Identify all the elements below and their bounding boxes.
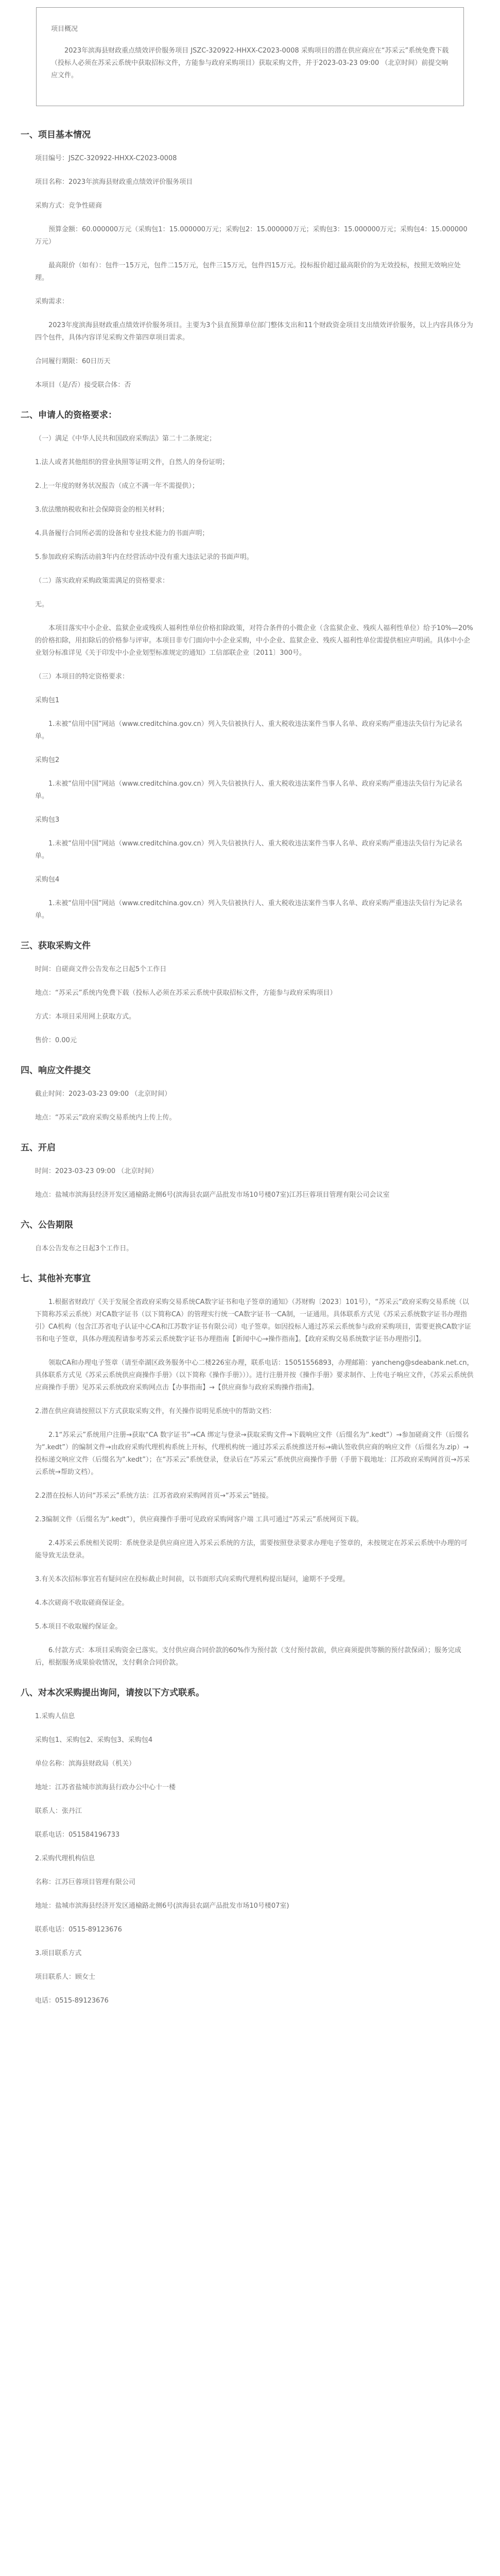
section-paragraph: 3.项目联系方式 — [35, 1950, 82, 1957]
section-paragraph: 采购包1 — [35, 697, 60, 704]
section-7 — [21, 1273, 474, 1669]
section-heading: 六、公告期限 — [21, 1220, 73, 1230]
section-paragraph: 电话：0515-89123676 — [35, 1997, 109, 2005]
section-heading: 八、对本次采购提出询问，请按以下方式联系。 — [21, 1688, 204, 1698]
section-paragraph: 4.本次磋商不收取磋商保证金。 — [35, 1599, 129, 1607]
section-paragraph: 时间：2023-03-23 09:00 （北京时间） — [35, 1167, 158, 1175]
project-overview-box — [36, 7, 464, 106]
announcement-body — [21, 129, 474, 2025]
section-paragraph: 1.采购人信息 — [35, 1713, 75, 1720]
section-paragraph: 合同履行期限：60日历天 — [35, 358, 111, 365]
section-5 — [21, 1142, 474, 1201]
section-paragraph: 2.1“苏采云”系统用户注册→获取“CA 数字证书”→CA 绑定与登录→获取采购文件→下载响应文件（后缀名为“.kedt”）→参加磋商文件（后缀名为“.kedt”）的编制文件→由政府采购代理机构系统上开标，代理机构统一通过苏采云系统推送开标→确认签收供应商的响应文件（后缀名为.zip）→投标递交响应文件（后缀名为“.kedt”）；在“苏采云”系统登录，登录后在“苏采云”系统供应商操作手册（手册下载地址：江苏政府采购网首页→苏采云系统→帮助文档）。 — [35, 1431, 470, 1476]
section-paragraph: 采购包2 — [35, 756, 60, 764]
section-paragraph: 联系电话：051584196733 — [35, 1831, 120, 1839]
section-heading: 五、开启 — [21, 1143, 56, 1153]
section-heading: 二、申请人的资格要求： — [21, 410, 117, 420]
section-heading: 三、获取采购文件 — [21, 941, 91, 951]
section-heading: 七、其他补充事宜 — [21, 1274, 91, 1284]
section-paragraph: 本项目落实中小企业、监狱企业或残疾人福利性单位价格扣除政策，对符合条件的小微企业（含监狱企业、残疾人福利性单位）给予10%—20%的价格扣除，用扣除后的价格参与评审。本项目非专门面向中小企业采购，中小企业、监狱企业、残疾人福利性单位需提供相应声明函。具体中小企业划分标准详见《关于印发中小企业划型标准规定的通知》工信部联企业〔2011〕300号。 — [35, 624, 473, 657]
section-paragraph: 采购包4 — [35, 876, 60, 884]
section-heading: 一、项目基本情况 — [21, 130, 91, 140]
section-paragraph: 截止时间：2023-03-23 09:00 （北京时间） — [35, 1090, 171, 1098]
section-paragraph: 2.2潜在投标人访问“苏采云”系统方法：江苏省政府采购网首页→“苏采云”链接。 — [35, 1492, 273, 1500]
section-paragraph: 领取CA和办理电子签章（请至牵湖区政务服务中心二楼226室办理，联系电话：15051556893，办理邮箱：yancheng@sdeabank.net.cn，具体联系方式见《苏采云系统供应商操作手册》（以下简称《操作手册》））。进行注册并按《操作手册》要求制作、上传电子响应文件，《苏采云系统供应商操作手册》见苏采云系统政府采购网点击【办事指南】→【供应商参与政府采购操作指南】。 — [35, 1359, 474, 1392]
section-paragraph: 1.未被“信用中国”网站（www.creditchina.gov.cn）列入失信被执行人、重大税收违法案件当事人名单、政府采购严重违法失信行为记录名单。 — [35, 780, 462, 800]
section-paragraph: 地点：“苏采云”政府采购交易系统内上传上传。 — [35, 1114, 176, 1122]
section-paragraph: 采购包1、采购包2、采购包3、采购包4 — [35, 1736, 153, 1744]
section-paragraph: 5.本项目不收取履约保证金。 — [35, 1623, 122, 1631]
section-paragraph: 项目编号：JSZC-320922-HHXX-C2023-0008 — [35, 155, 177, 162]
overview-title: 项目概况 — [51, 25, 78, 33]
section-paragraph: 本项目（是/否）接受联合体：否 — [35, 381, 131, 389]
section-2 — [21, 409, 474, 922]
section-paragraph: 时间：自磋商文件公告发布之日起5个工作日 — [35, 965, 167, 973]
section-paragraph: （一）满足《中华人民共和国政府采购法》第二十二条规定； — [35, 435, 216, 443]
section-paragraph: 名称：江苏巨蓉项目管理有限公司 — [35, 1878, 136, 1886]
section-paragraph: 自本公告发布之日起3个工作日。 — [35, 1245, 133, 1252]
section-paragraph: 1.法人或者其他组织的营业执照等证明文件，自然人的身份证明； — [35, 459, 229, 466]
section-paragraph: 预算金额：60.000000万元（采购包1：15.000000万元；采购包2：15.000000万元；采购包3：15.000000万元；采购包4：15.000000万元） — [35, 226, 468, 246]
section-paragraph: 2.上一年度的财务状况报告（成立不满一年不需提供）； — [35, 482, 199, 490]
section-4 — [21, 1064, 474, 1124]
section-paragraph: 地点：“苏采云”系统内免费下载（投标人必须在苏采云系统中获取招标文件，方能参与政府采购项目） — [35, 989, 337, 997]
section-3 — [21, 940, 474, 1047]
section-paragraph: （三）本项目的特定资格要求： — [35, 673, 129, 681]
section-paragraph: 最高限价（如有）：包件一15万元，包件二15万元，包件三15万元，包件四15万元。投标报价超过最高限价的为无效投标，按照无效响应处理。 — [35, 262, 461, 282]
section-6 — [21, 1219, 474, 1255]
section-paragraph: 1.未被“信用中国”网站（www.creditchina.gov.cn）列入失信被执行人、重大税收违法案件当事人名单、政府采购严重违法失信行为记录名单。 — [35, 900, 462, 920]
section-paragraph: 联系人：张丹江 — [35, 1807, 82, 1815]
section-paragraph: 地址：盐城市滨海县经济开发区通榆路北侧6号(滨海县农副产品批发市场10号楼07室) — [35, 1902, 289, 1910]
section-paragraph: 5.参加政府采购活动前3年内在经营活动中没有重大违法记录的书面声明。 — [35, 553, 253, 561]
section-paragraph: 2.3编制文件（后缀名为“.kedt”），供应商操作手册可见政府采购网客户端 工具可通过“苏采云”系统网页下载。 — [35, 1516, 363, 1523]
section-paragraph: 售价：0.00元 — [35, 1037, 77, 1044]
section-paragraph: 2.4苏采云系统相关说明：系统登录是供应商应进入苏采云系统的方法，需要按照登录要求办理电子签章的，未按规定在苏采云系统中办理的可能导致无法登录。 — [35, 1539, 468, 1560]
section-paragraph: 地址：江苏省盐城市滨海县行政办公中心十一楼 — [35, 1784, 176, 1791]
section-paragraph: 1.根据省财政厅《关于发展全省政府采购交易系统CA数字证书和电子签章的通知》（苏财购〔2023〕101号），“苏采云”政府采购交易系统（以下简称苏采云系统）对CA数字证书（以下简称CA）的管理实行统一CA数字证书一CA制，一证通用。具体联系方式见《苏采云系统数字证书办理指引》CA机构（包含江苏省电子认证中心CA和江苏数字证书有限公司）电子签章。如因投标人通过苏采云系统参与政府采购项目，需要更换CA数字证书和电子签章，具体办理流程请参考苏采云系统数字证书办理指南【新闻中心→操作指南】。【政府采购交易系统数字证书办理指引】。 — [35, 1298, 471, 1343]
section-paragraph: （二）落实政府采购政策需满足的资格要求： — [35, 577, 169, 585]
section-paragraph: 1.未被“信用中国”网站（www.creditchina.gov.cn）列入失信被执行人、重大税收违法案件当事人名单、政府采购严重违法失信行为记录名单。 — [35, 840, 462, 860]
section-paragraph: 2023年度滨海县财政重点绩效评价服务项目。主要为3个县直预算单位部门整体支出和11个财政资金项目支出绩效评价服务，以上内容具体分为四个包件，具体内容详见采购文件第四章项目需求。 — [35, 321, 473, 342]
section-paragraph: 2.潜在供应商请按照以下方式获取采购文件，有关操作说明见系统中的帮助文档： — [35, 1408, 276, 1415]
section-8 — [21, 1687, 474, 2007]
section-paragraph: 3.依法缴纳税收和社会保障资金的相关材料； — [35, 506, 169, 514]
section-paragraph: 3.有关本次招标事宜若有疑问应在投标截止时间前，以书面形式向采购代理机构提出疑问，逾期不予受理。 — [35, 1575, 350, 1583]
section-paragraph: 方式：本项目采用网上获取方式。 — [35, 1013, 136, 1021]
section-paragraph: 1.未被“信用中国”网站（www.creditchina.gov.cn）列入失信被执行人、重大税收违法案件当事人名单、政府采购严重违法失信行为记录名单。 — [35, 720, 462, 740]
section-paragraph: 项目联系人：顾女士 — [35, 1973, 96, 1981]
section-paragraph: 项目名称：2023年滨海县财政重点绩效评价服务项目 — [35, 178, 193, 186]
section-paragraph: 单位名称：滨海县财政局（机关） — [35, 1760, 136, 1768]
section-paragraph: 无。 — [35, 601, 49, 608]
section-1 — [21, 129, 474, 392]
section-paragraph: 采购包3 — [35, 816, 60, 824]
section-paragraph: 2.采购代理机构信息 — [35, 1855, 95, 1862]
section-paragraph: 地点：盐城市滨海县经济开发区通榆路北侧6号(滨海县农副产品批发市场10号楼07室)江苏巨蓉项目管理有限公司会议室 — [35, 1191, 390, 1199]
section-heading: 四、响应文件提交 — [21, 1065, 91, 1076]
section-paragraph: 采购方式：竞争性磋商 — [35, 202, 102, 210]
overview-text: 2023年滨海县财政重点绩效评价服务项目 JSZC-320922-HHXX-C2023-0008 采购项目的潜在供应商应在“苏采云”系统免费下载（投标人必须在苏采云系统中获取招标文件，方能参与政府采购项目）获取采购文件，并于2023-03-23 09:00 （北京时间）前提交响应文件。 — [51, 47, 449, 79]
section-paragraph: 联系电话：0515-89123676 — [35, 1926, 122, 1934]
section-paragraph: 4.具备履行合同所必需的设备和专业技术能力的书面声明； — [35, 530, 209, 537]
section-paragraph: 6.付款方式：本项目采购资金已落实。支付供应商合同价款的60%作为预付款（支付预付款前，供应商须提供等额的预付款保函）；服务完成后，根据服务成果验收情况，支付剩余合同价款。 — [35, 1647, 461, 1667]
section-paragraph: 采购需求： — [35, 298, 69, 306]
